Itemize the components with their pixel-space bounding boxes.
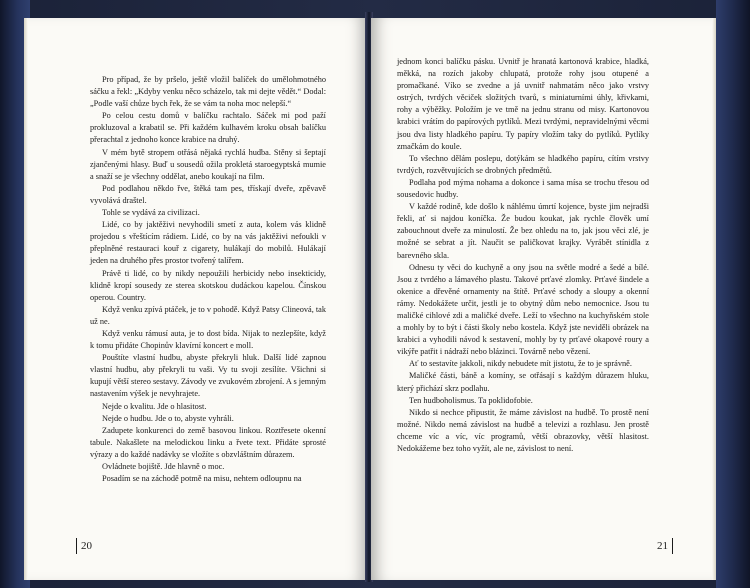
page-number-left: 20 <box>76 538 92 554</box>
paragraph: To všechno dělám poslepu, dotýkám se hladkého papíru, cítím vrstvy tvrdých, rozvětvujících se drobných předmětů. <box>397 153 649 175</box>
paragraph-continued: jednom konci balíčku pásku. Uvnitř je hranatá kartonová krabice, hladká, měkká, na rozích jakoby chlupatá, protože rohy jsou otupené a promačkané. Víko se zvedne a já uvnitř nahmatám něco jako vrstvy ostrých, tvrdých věciček složitých tvarů, s miniaturními úhly, křivkami, rohy a výběžky. Položím je ve tmě na jednu stranu od misy. Kartonovou krabici vrátím do papírových pytlíků. Mezi tvrdými, nepravidelnými věcmi jsou dva listy hladkého papíru. Ty papíry vložím taky do pytlíků. Pytlíky zmačkám do koule. <box>397 57 649 151</box>
page-edge-left <box>24 18 28 580</box>
paragraph: Ovládnete bojiště. Jde hlavně o moc. <box>102 462 225 471</box>
paragraph: Pouštíte vlastní hudbu, abyste překryli hluk. Další lidé zapnou vlastní hudbu, aby překryli tu vaši. Vy tu svoji zesílíte. Všichni si kupují větší stereo sestavy. Závody ve zvukovém zbrojení. A s jemným nastavením výšek je nevyhrajete. <box>90 353 326 399</box>
paragraph: Po celou cestu domů v balíčku rachtalo. Sáček mi pod paží prokluzoval a krabatil se. Při každém kulhavém kroku obsah balíčku přerachtal z jednoho konce krabice na druhý. <box>90 111 326 145</box>
paragraph: Zadupete konkurenci do země basovou linkou. Roztřesete okenní tabule. Nakašlete na melodickou linku a řvete text. Přidáte sprosté výrazy a do každé nadávky se vložíte s obzvláštním důrazem. <box>90 425 326 459</box>
paragraph: Právě ti lidé, co by nikdy nepoužili herbicidy nebo insekticidy, klidně kropí sousedy ze sterea skotskou dudáckou kapelou. Čínskou operou. Country. <box>90 268 326 302</box>
page-number-right: 21 <box>657 538 673 554</box>
page-edge-right <box>712 18 716 580</box>
paragraph: Maličké části, báně a komíny, se otřásají s každým důrazem hluku, který přichází skrz podlahu. <box>397 371 649 393</box>
right-page <box>371 18 716 580</box>
paragraph: V mém bytě stropem otřásá nějaká rychlá hudba. Stěny si šeptají zjančenými hlasy. Buď u sousedů ožila prokletá staroegyptská mumie a snaží se je všechny oddělat, anebo koukají na film. <box>90 147 326 181</box>
paragraph: Nejde o hudbu. Jde o to, abyste vyhráli. <box>102 413 234 423</box>
paragraph: Nejde o kvalitu. Jde o hlasitost. <box>102 401 207 411</box>
paragraph: Když venku zpívá ptáček, je to v pohodě. Když Patsy Clineová, tak už ne. <box>90 304 326 326</box>
paragraph: Nikdo si nechce připustit, že máme závislost na hudbě. To prostě není možné. Nikdo nemá závislost na hudbě a televizi a rozhlasu. Jen prostě chceme víc a víc, víc programů, větší obrazovky, větší hlasitost. Nedokážeme bez toho vyžít, ale ne, závislost to není. <box>397 407 649 453</box>
paragraph: Pro případ, že by pršelo, ještě vložil balíček do umělohmotného sáčku a řekl: „Kdyby venku něco scházelo, tak mi dejte vědět.“ Dodal: „Podle vaší chůze bych řek, že se vám ta noha moc nelepší.“ <box>90 75 326 109</box>
paragraph: Ať to sestavíte jakkoli, nikdy nebudete mít jistotu, že to je správně. <box>409 359 632 369</box>
right-page-text <box>397 56 649 455</box>
paragraph: Posadím se na záchodě potmě na misu, nehtem odloupnu na <box>102 474 302 484</box>
paragraph: Podlaha pod mýma nohama a dokonce i sama mísa se trochu třesou od sousedovic hudby. <box>397 177 649 200</box>
book-cover-right <box>716 0 750 588</box>
paragraph: Tohle se vydává za civilizaci. <box>102 208 200 218</box>
left-page <box>24 18 367 580</box>
left-page-text <box>90 74 326 485</box>
paragraph: Ten hudboholismus. Ta poklidofobie. <box>409 395 533 405</box>
paragraph: Odnesu ty věci do kuchyně a ony jsou na světle modré a šedé a bílé. Jsou z tvrdého a lámavého plastu. Takové prťavé zlomky. Prťavé šindele a okenice a dřevěné ornamenty na štítě. Prťavé schody a sloupy a okenní rámy. Nedokážete určit, jestli je to obytný dům nebo nemocnice. Jsou tu maličké cihlové zdi a maličké dveře. Leží to všechno na kuchyňském stole a mohly by to být i části školy nebo kostela. Když jste neviděli obrázek na krabici a vyhodili návod k sestavení, mohly by ty prťavé okapové roury a vikýře patřit i nádraží nebo blázinci. Továrně nebo vězení. <box>397 262 649 357</box>
paragraph: Když venku rámusí auta, je to dost bída. Nijak to nezlepšíte, když k tomu přidáte Chopinův klavírní koncert e moll. <box>90 328 326 351</box>
paragraph: Pod podlahou někdo řve, štěká tam pes, třískají dveře, zpěvavě vyvolává draštel. <box>90 183 326 205</box>
paragraph: Lidé, co by jaktěživi nevyhodili smetí z auta, kolem vás klidně projedou s vřeštícím rádiem. Lidé, co by na vás jaktěživi nefoukli v přeplněné restauraci kouř z cigarety, hulákají do mobilů. Hulákají jeden na druhého přes prostor tvořený talířem. <box>90 220 326 266</box>
paragraph: V každé rodině, kde došlo k náhlému úmrtí kojence, byste jim nejradši řekli, ať si najdou koníčka. Že budou koukat, jak rychle člověk umí zabouchnout dveře za minulostí. Že bez ohledu na to, jak jsou věci zlé, je možné se sebrat a jít. Naučit se paličkovat krajky. Vyrábět stínidla z barevného skla. <box>397 202 649 260</box>
